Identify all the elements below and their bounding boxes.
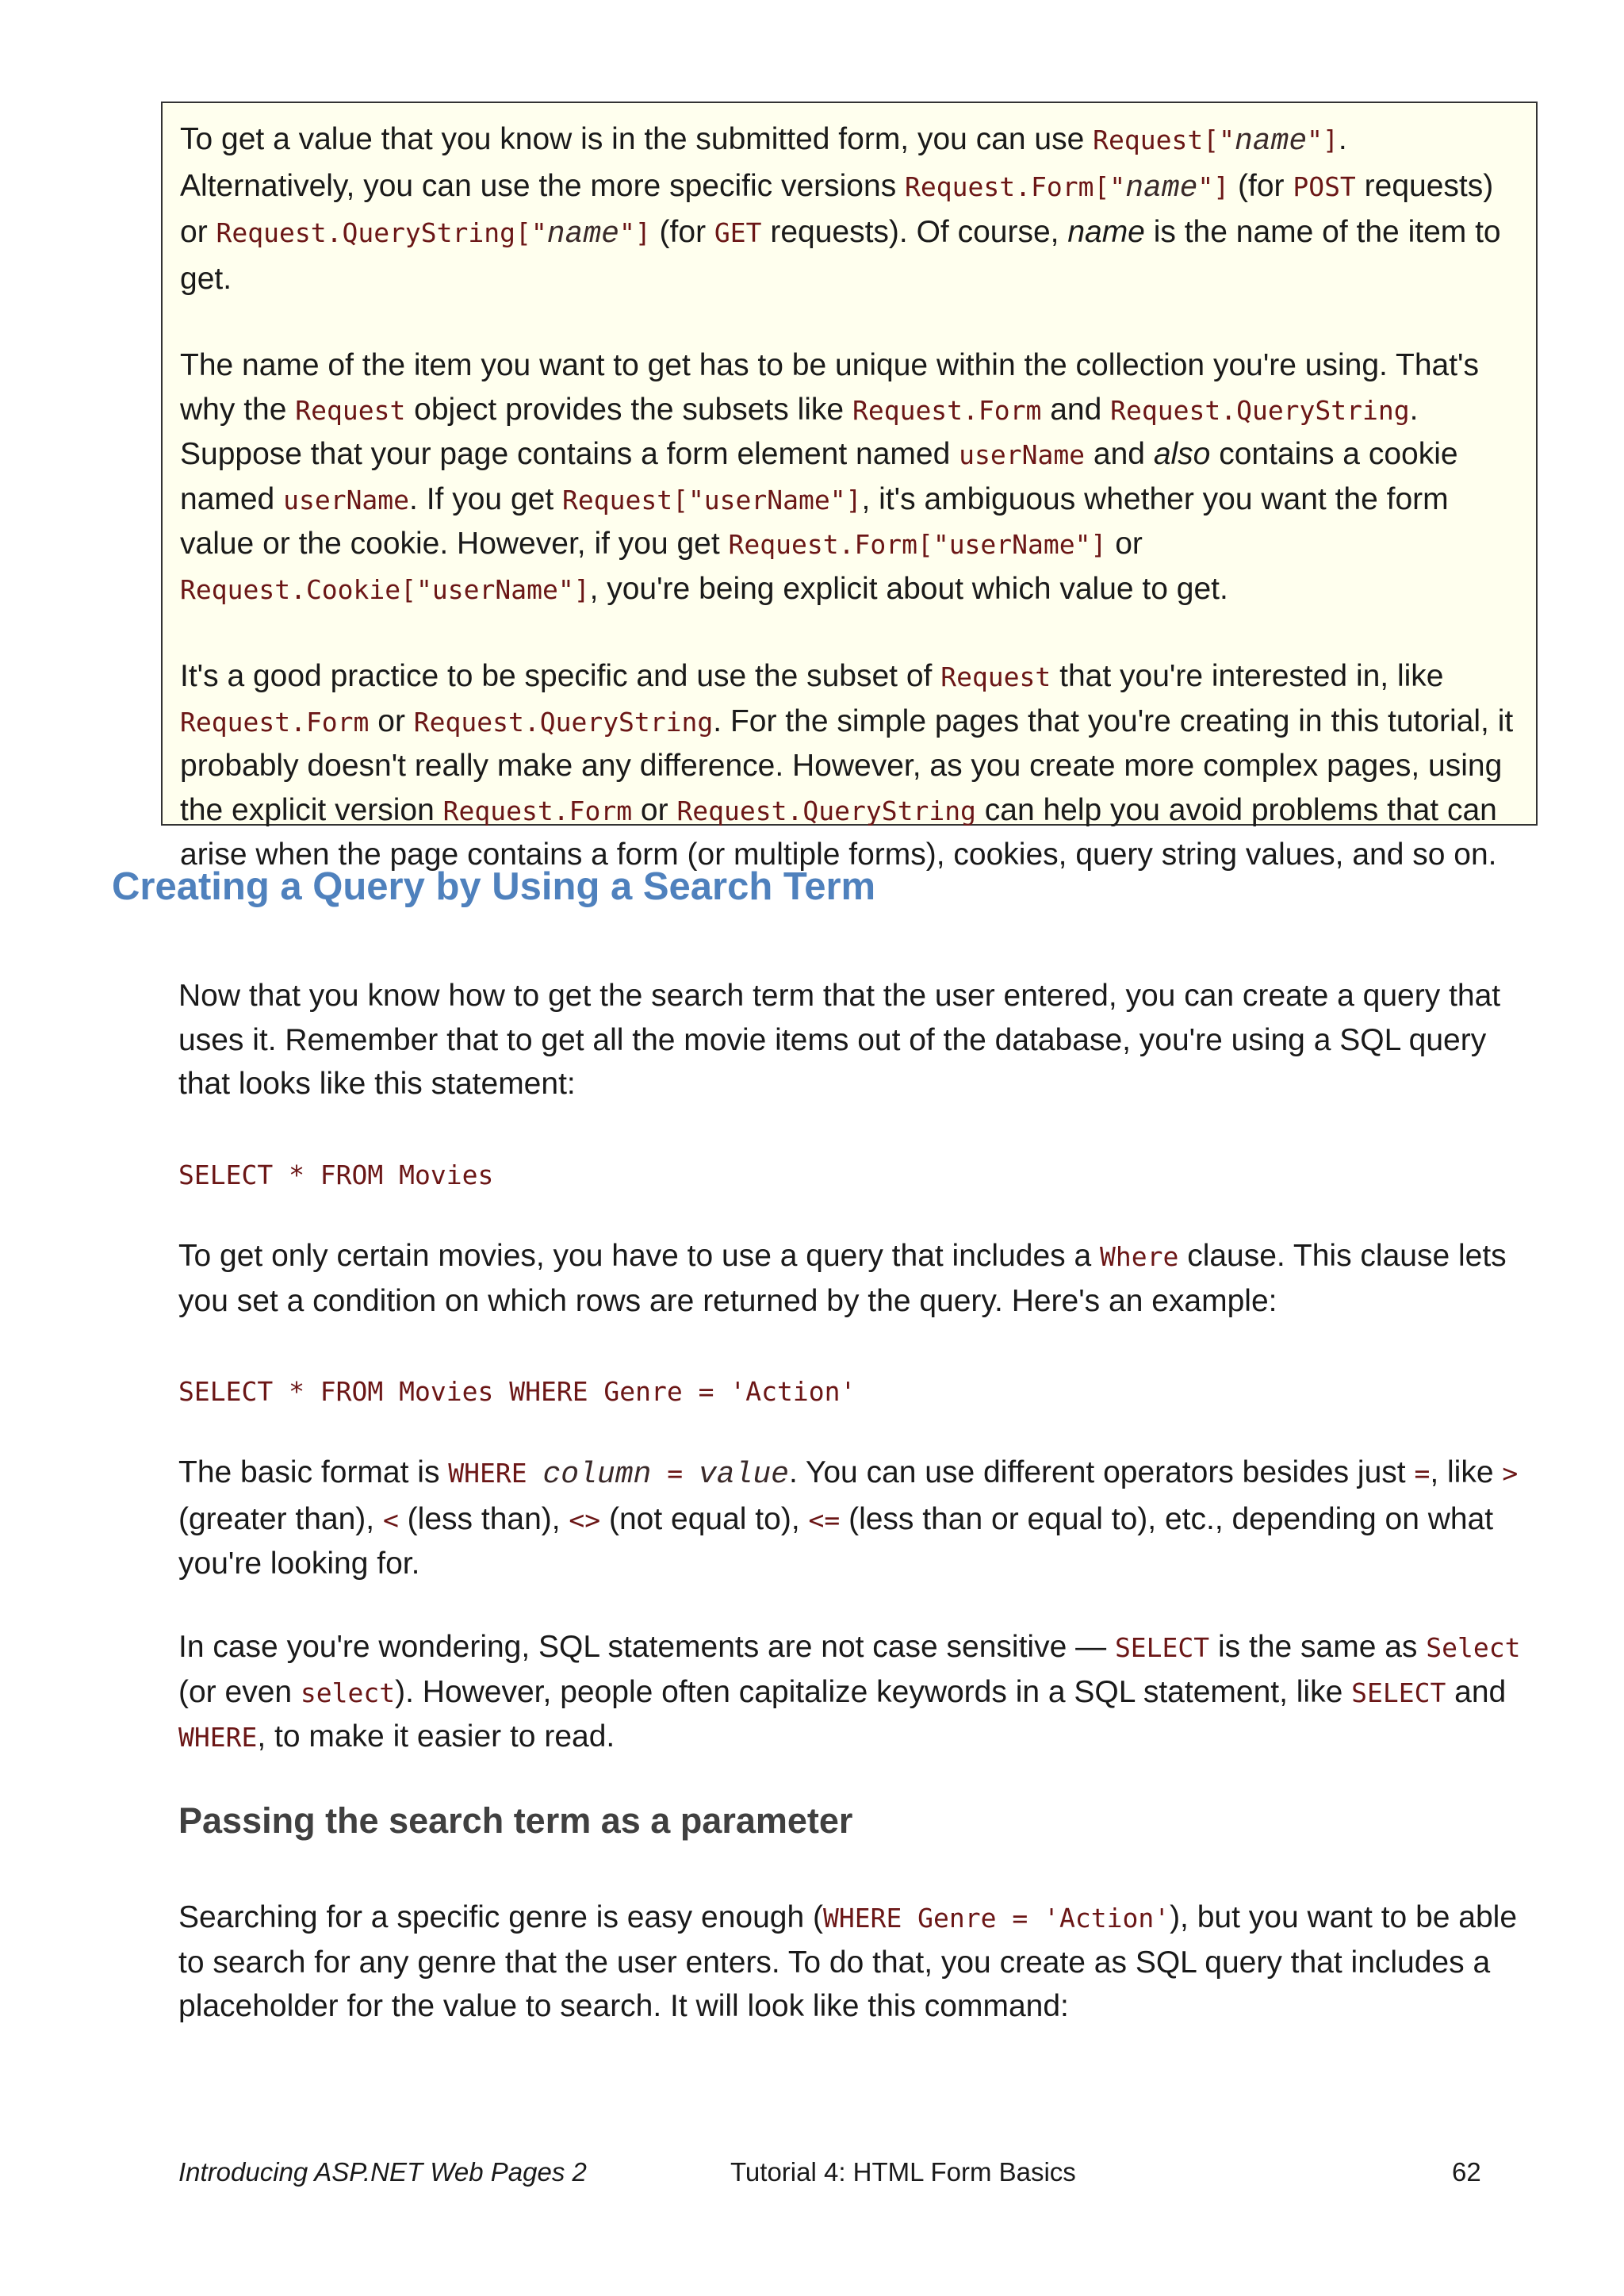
text: . Alternatively, you can use the more specific versions <box>180 122 1347 203</box>
footer-book-title: Introducing ASP.NET Web Pages 2 <box>178 2157 587 2187</box>
text: (for <box>1229 168 1293 203</box>
inline-code: select <box>300 1677 396 1708</box>
inline-code: Request.Form["name"] <box>905 171 1230 205</box>
code-block-1: SELECT * FROM Movies <box>178 1159 494 1190</box>
inline-code: WHERE <box>178 1722 258 1753</box>
code-block-2: SELECT * FROM Movies WHERE Genre = 'Action' <box>178 1376 856 1407</box>
inline-code: userName <box>283 484 410 516</box>
footer-chapter-title: Tutorial 4: HTML Form Basics <box>730 2157 1076 2187</box>
inline-code: Request <box>295 394 406 426</box>
inline-code: Select <box>1426 1632 1521 1663</box>
text: requests). Of course, <box>761 215 1068 249</box>
inline-code: WHERE column = value <box>448 1458 789 1492</box>
subsection-heading: Passing the search term as a parameter <box>178 1800 853 1841</box>
inline-code: Request["userName"] <box>562 484 862 516</box>
inline-code: WHERE Genre = 'Action' <box>822 1903 1170 1934</box>
inline-code: Request.QueryString["name"] <box>216 217 651 251</box>
inline-code: Request.Cookie["userName"] <box>180 573 590 605</box>
body-paragraph-1 <box>178 974 1526 1106</box>
inline-code: POST <box>1293 171 1356 202</box>
text: (for <box>650 215 714 249</box>
note-paragraph-3: It's a good practice to be specific and use the subset of Request that you're interested in, like Request.Form or Request.QueryString. For the simple pages that you're creating in this tutorial, it probably doesn't really make any difference. However, as you create more complex pages, using the explicit version Request.Form or Request.QueryString can help you avoid problems that can arise when the page contains a form (or multiple forms), cookies, query string values, and so on. <box>180 659 1514 872</box>
body-paragraph-2: To get only certain movies, you have to use a query that includes a Where clause. This clause lets you set a condition on which rows are returned by the query. Here's an example: <box>178 1239 1507 1318</box>
inline-code: < <box>382 1504 399 1535</box>
text: is the name of the item to get. <box>180 215 1501 296</box>
inline-code: Request <box>940 661 1051 692</box>
text: To get a value that you know is in the submitted form, you can use <box>180 122 1094 156</box>
inline-code: Request.Form <box>852 394 1042 426</box>
inline-code: Request.Form <box>442 795 633 826</box>
inline-code: Request.Form["userName"] <box>728 529 1107 560</box>
inline-code: Request.QueryString <box>413 706 714 738</box>
body-paragraph-5: Searching for a specific genre is easy enough (WHERE Genre = 'Action'), but you want to be able to search for any genre that the user enters. To do that, you create as SQL query that includes a placeholder for the value to search. It will look like this command: <box>178 1900 1518 2023</box>
inline-code: GET <box>714 217 762 248</box>
body-paragraph-4: In case you're wondering, SQL statements are not case sensitive — SELECT is the same as Select (or even select). However, people often capitalize keywords in a SQL statement, like SELECT and WHERE, to make it easier to read. <box>178 1630 1521 1754</box>
section-heading: Creating a Query by Using a Search Term <box>112 865 876 908</box>
note-paragraph-2: The name of the item you want to get has to be unique within the collection you're using. That's why the Request object provides the subsets like Request.Form and Request.QueryString. Suppose that your page contains a form element named userName and also contains a cookie named userName. If you get Request["userName"], it's ambiguous whether you want the form value or the cookie. However, if you get Request.Form["userName"] or Request.Cookie["userName"], you're being explicit about which value to get. <box>180 348 1479 606</box>
inline-code: <= <box>808 1504 841 1535</box>
italic-text: also <box>1153 437 1211 471</box>
italic-text: name <box>1067 215 1145 249</box>
note-box <box>161 102 1538 872</box>
inline-code: Where <box>1100 1241 1179 1272</box>
text: requests) or <box>180 168 1494 249</box>
inline-code: <> <box>569 1504 601 1535</box>
inline-code: Request["name"] <box>1093 125 1339 159</box>
inline-code: SELECT <box>1351 1677 1446 1708</box>
inline-code: > <box>1502 1458 1519 1489</box>
inline-code: = <box>1414 1458 1431 1489</box>
note-paragraph-1 <box>180 117 1519 301</box>
inline-code: Request.QueryString <box>1110 394 1410 426</box>
footer-page-number: 62 <box>1452 2157 1481 2187</box>
inline-code: Request.QueryString <box>676 795 976 826</box>
inline-code: userName <box>959 439 1086 470</box>
paragraph-text: Now that you know how to get the search term that the user entered, you can create a query that uses it. Remember that to get all the movie items out of the database, you're using a SQL query that looks like this statement: <box>178 979 1501 1101</box>
inline-code: SELECT <box>1114 1632 1210 1663</box>
inline-code: Request.Form <box>180 706 370 738</box>
body-paragraph-3: The basic format is WHERE column = value. You can use different operators besides just =, like > (greater than), < (less than), <> (not equal to), <= (less than or equal to), etc., depending on what you're looking for. <box>178 1455 1519 1581</box>
